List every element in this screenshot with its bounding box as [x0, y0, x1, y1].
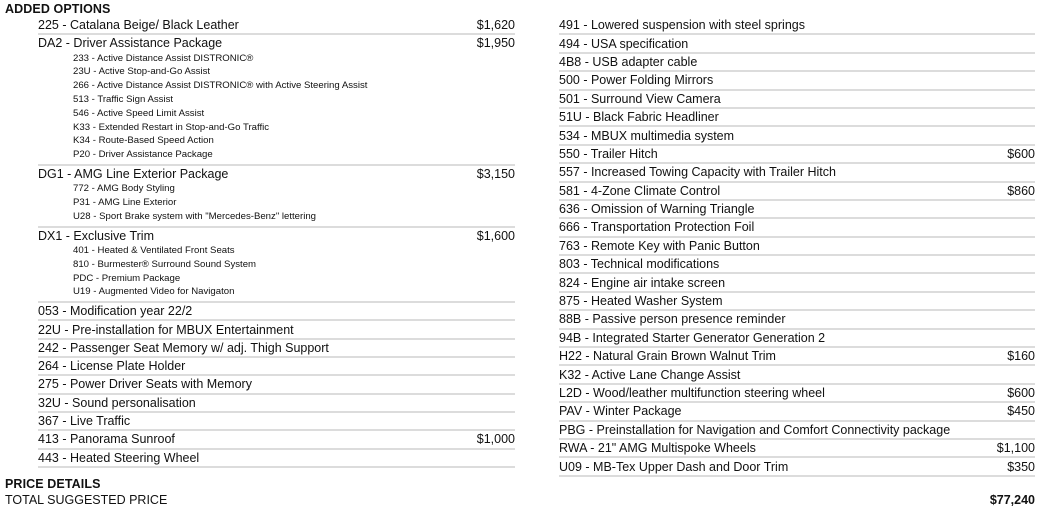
option-row — [38, 321, 515, 337]
option-label: 803 - Technical modifications — [559, 257, 720, 272]
option-price: $600 — [1007, 146, 1035, 161]
option-item — [559, 385, 1035, 403]
option-item — [559, 201, 1035, 219]
option-item — [38, 303, 515, 321]
option-item — [559, 458, 1035, 476]
option-item — [559, 366, 1035, 384]
left-options-column — [38, 17, 515, 468]
sub-option-list — [38, 52, 515, 164]
option-item — [559, 311, 1035, 329]
option-price: $1,600 — [476, 228, 515, 243]
option-item — [38, 376, 515, 394]
sub-option: 233 - Active Distance Assist DISTRONIC® — [73, 52, 254, 64]
sub-option: P31 - AMG Line Exterior — [73, 197, 177, 209]
option-price: $160 — [1007, 349, 1035, 364]
option-row — [559, 330, 1035, 346]
option-label: 275 - Power Driver Seats with Memory — [38, 377, 252, 392]
option-row — [559, 256, 1035, 272]
sub-option: 401 - Heated & Ventilated Front Seats — [73, 244, 235, 256]
option-row — [559, 293, 1035, 309]
option-label: DG1 - AMG Line Exterior Package — [38, 167, 229, 182]
option-row — [559, 17, 1035, 33]
option-price: $860 — [1007, 183, 1035, 198]
option-item — [38, 358, 515, 376]
option-label: 824 - Engine air intake screen — [559, 275, 726, 290]
option-label: 875 - Heated Washer System — [559, 294, 723, 309]
option-label: 534 - MBUX multimedia system — [559, 128, 735, 143]
option-price: $1,620 — [476, 18, 515, 33]
option-item — [38, 431, 515, 449]
option-label: RWA - 21" AMG Multispoke Wheels — [559, 441, 756, 456]
sub-option: 772 - AMG Body Styling — [73, 183, 175, 195]
option-label: 88B - Passive person presence reminder — [559, 312, 786, 327]
sub-option: 23U - Active Stop-and-Go Assist — [73, 66, 211, 78]
option-row — [38, 228, 515, 244]
option-label: L2D - Wood/leather multifunction steering wheel — [559, 386, 825, 400]
option-label: H22 - Natural Grain Brown Walnut Trim — [559, 349, 776, 364]
option-item — [38, 17, 515, 35]
option-row — [38, 303, 515, 319]
option-row — [559, 238, 1035, 254]
option-item — [38, 321, 515, 339]
option-label: 264 - License Plate Holder — [38, 359, 186, 374]
option-item — [559, 293, 1035, 311]
sub-option: P20 - Driver Assistance Package — [73, 149, 213, 161]
option-row — [559, 403, 1035, 419]
option-item — [559, 35, 1035, 53]
option-item — [559, 440, 1035, 458]
option-item — [559, 274, 1035, 292]
option-row — [559, 219, 1035, 235]
option-item — [559, 348, 1035, 366]
option-item — [559, 146, 1035, 164]
sub-option: 513 - Traffic Sign Assist — [73, 93, 174, 105]
option-row — [559, 274, 1035, 290]
option-label: K32 - Active Lane Change Assist — [559, 367, 741, 382]
option-label: 666 - Transportation Protection Foil — [559, 220, 755, 235]
option-label: U09 - MB-Tex Upper Dash and Door Trim — [559, 459, 789, 474]
option-item — [559, 403, 1035, 421]
option-row — [38, 450, 515, 466]
option-price: $1,100 — [996, 441, 1035, 456]
sub-option: PDC - Premium Package — [73, 272, 181, 284]
option-row — [559, 54, 1035, 70]
option-item — [559, 422, 1035, 440]
option-row — [559, 35, 1035, 51]
option-label: 636 - Omission of Warning Triangle — [559, 202, 755, 217]
sub-option: U28 - Sport Brake system with "Mercedes-Benz" lettering — [73, 210, 317, 222]
option-label: PBG - Preinstallation for Navigation and Comfort Connectivity package — [559, 422, 951, 437]
option-row — [559, 91, 1035, 107]
option-row — [559, 146, 1035, 162]
option-row — [559, 72, 1035, 88]
option-item — [559, 54, 1035, 72]
right-options-column — [559, 17, 1035, 477]
option-label: 242 - Passenger Seat Memory w/ adj. Thigh Support — [38, 340, 329, 355]
option-label: 557 - Increased Towing Capacity with Trailer Hitch — [559, 165, 836, 180]
option-label: 581 - 4-Zone Climate Control — [559, 183, 721, 198]
option-row — [559, 183, 1035, 199]
option-row — [38, 166, 515, 182]
option-item — [559, 17, 1035, 35]
option-row — [559, 385, 1035, 401]
option-row — [38, 413, 515, 429]
option-row — [38, 35, 515, 51]
option-row — [559, 311, 1035, 327]
total-value: $77,240 — [989, 493, 1035, 507]
option-label: 225 - Catalana Beige/ Black Leather — [38, 18, 239, 33]
option-item — [38, 35, 515, 166]
option-label: PAV - Winter Package — [559, 404, 682, 419]
option-row — [38, 358, 515, 374]
option-label: 500 - Power Folding Mirrors — [559, 73, 714, 88]
option-item — [559, 330, 1035, 348]
option-item — [38, 450, 515, 468]
option-row — [559, 164, 1035, 180]
sub-option: K33 - Extended Restart in Stop-and-Go Traffic — [73, 121, 270, 133]
option-row — [38, 17, 515, 33]
option-row — [559, 422, 1035, 438]
option-label: 367 - Live Traffic — [38, 414, 131, 429]
sub-option: K34 - Route-Based Speed Action — [73, 135, 214, 147]
option-row — [38, 340, 515, 356]
option-label: 501 - Surround View Camera — [559, 91, 721, 106]
option-row — [559, 366, 1035, 382]
option-item — [559, 109, 1035, 127]
option-row — [38, 376, 515, 392]
option-label: 4B8 - USB adapter cable — [559, 54, 698, 69]
option-item — [559, 183, 1035, 201]
option-label: 413 - Panorama Sunroof — [38, 432, 175, 447]
option-item — [38, 395, 515, 413]
option-price: $1,950 — [476, 36, 515, 51]
option-price: $450 — [1007, 404, 1035, 419]
option-item — [559, 72, 1035, 90]
option-row — [559, 348, 1035, 364]
option-price: $1,000 — [476, 432, 515, 447]
total-label: TOTAL SUGGESTED PRICE — [5, 493, 168, 507]
sub-option-list — [38, 244, 515, 301]
option-price: $3,150 — [476, 167, 515, 182]
option-item — [559, 238, 1035, 256]
option-item — [559, 219, 1035, 237]
sub-option: U19 - Augmented Video for Navigaton — [73, 286, 235, 298]
option-row — [38, 431, 515, 447]
option-row — [38, 395, 515, 411]
option-row — [559, 109, 1035, 125]
option-row — [559, 201, 1035, 217]
option-label: 494 - USA specification — [559, 36, 689, 51]
sub-option: 810 - Burmester® Surround Sound System — [73, 258, 257, 270]
option-item — [559, 127, 1035, 145]
option-label: 22U - Pre-installation for MBUX Entertainment — [38, 322, 294, 337]
price-details-title: PRICE DETAILS — [5, 477, 101, 491]
option-label: DX1 - Exclusive Trim — [38, 228, 154, 243]
total-price-row — [5, 493, 1035, 508]
option-label: 763 - Remote Key with Panic Button — [559, 238, 760, 253]
sub-option-list — [38, 182, 515, 225]
option-item — [38, 413, 515, 431]
added-options-title: ADDED OPTIONS — [5, 2, 111, 16]
option-price: $600 — [1007, 386, 1035, 400]
option-label: 443 - Heated Steering Wheel — [38, 450, 200, 465]
option-row — [559, 458, 1035, 474]
option-row — [559, 127, 1035, 143]
sub-option: 266 - Active Distance Assist DISTRONIC® with Active Steering Assist — [73, 80, 368, 92]
option-label: 550 - Trailer Hitch — [559, 146, 658, 161]
option-item — [559, 256, 1035, 274]
option-item — [38, 228, 515, 303]
option-item — [38, 166, 515, 228]
option-label: DA2 - Driver Assistance Package — [38, 36, 223, 51]
option-price: $350 — [1007, 459, 1035, 474]
option-label: 053 - Modification year 22/2 — [38, 304, 193, 319]
option-item — [38, 340, 515, 358]
option-label: 32U - Sound personalisation — [38, 395, 196, 410]
option-label: 51U - Black Fabric Headliner — [559, 110, 719, 125]
option-row — [559, 440, 1035, 456]
option-label: 491 - Lowered suspension with steel springs — [559, 18, 805, 33]
option-label: 94B - Integrated Starter Generator Generation 2 — [559, 330, 826, 345]
option-item — [559, 164, 1035, 182]
option-item — [559, 91, 1035, 109]
sub-option: 546 - Active Speed Limit Assist — [73, 107, 205, 119]
